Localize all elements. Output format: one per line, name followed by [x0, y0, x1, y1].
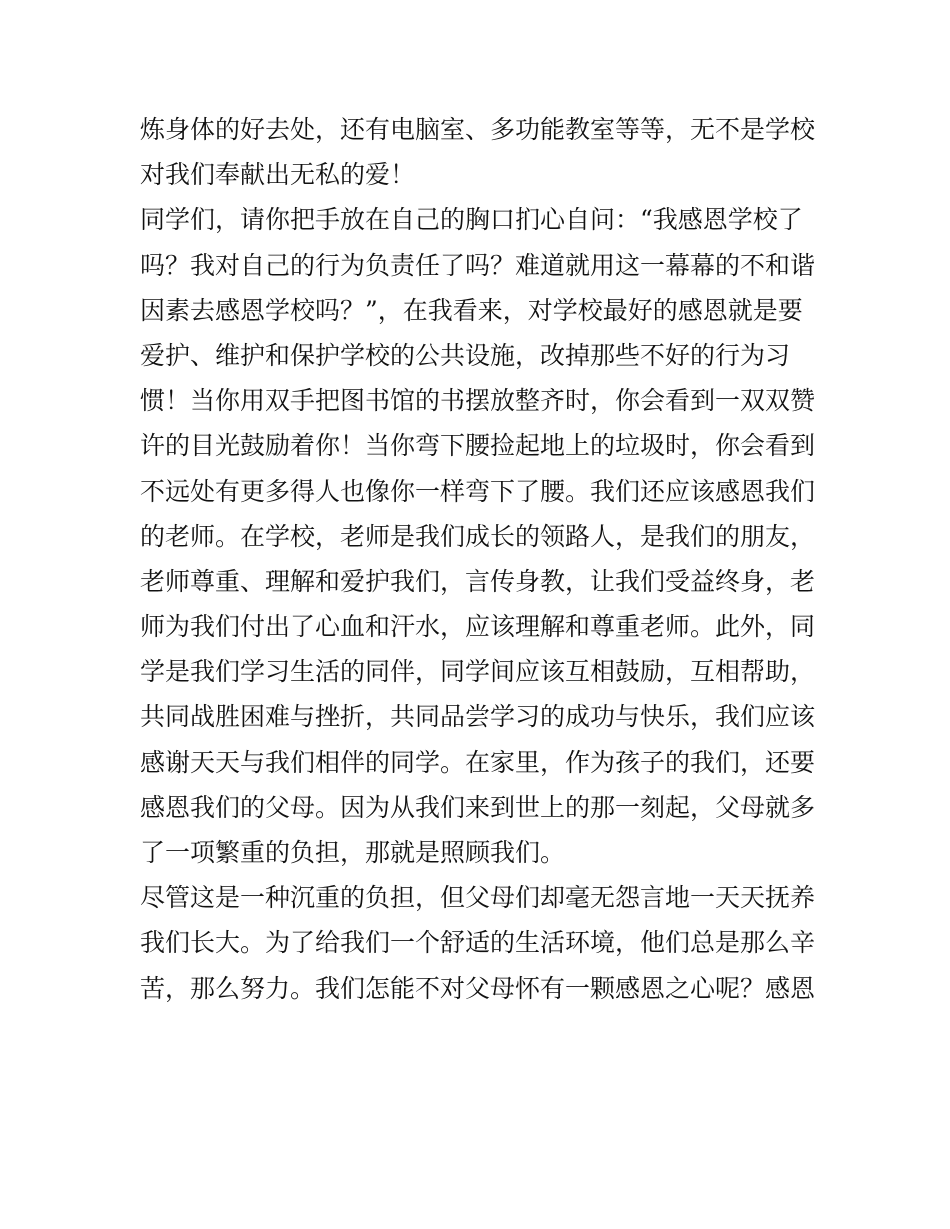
text-line: 学是我们学习生活的同伴，同学间应该互相鼓励，互相帮助， — [140, 657, 816, 687]
text-line: 同学们，请你把手放在自己的胸口扪心自问：“我感恩学校了 — [140, 205, 803, 235]
text-line: 老师尊重、理解和爱护我们，言传身教，让我们受益终身，老 — [140, 566, 816, 596]
text-line: 炼身体的好去处，还有电脑室、多功能教室等等，无不是学校 — [140, 115, 816, 144]
text-line: 不远处有更多得人也像你一样弯下了腰。我们还应该感恩我们 — [140, 476, 816, 506]
text-line: 感恩我们的父母。因为从我们来到世上的那一刻起，父母就多 — [140, 792, 816, 822]
text-line: 我们长大。为了给我们一个舒适的生活环境，他们总是那么辛 — [140, 928, 816, 958]
body-text — [140, 107, 820, 1011]
text-line: 师为我们付出了心血和汗水，应该理解和尊重老师。此外，同 — [140, 612, 816, 642]
text-line: 吗？我对自己的行为负责任了吗？难道就用这一幕幕的不和谐 — [140, 250, 816, 280]
text-line: 的老师。在学校，老师是我们成长的领路人，是我们的朋友， — [140, 521, 816, 551]
text-line: 尽管这是一种沉重的负担，但父母们却毫无怨言地一天天抚养 — [140, 883, 816, 913]
text-line: 爱护、维护和保护学校的公共设施，改掉那些不好的行为习 — [140, 340, 791, 370]
text-line: 感谢天天与我们相伴的同学。在家里，作为孩子的我们，还要 — [140, 747, 816, 777]
text-line: 惯！当你用双手把图书馆的书摆放整齐时，你会看到一双双赞 — [140, 386, 816, 416]
text-line: 苦，那么努力。我们怎能不对父母怀有一颗感恩之心呢？感恩 — [140, 973, 816, 1003]
text-line: 了一项繁重的负担，那就是照顾我们。 — [140, 838, 566, 867]
text-line: 共同战胜困难与挫折，共同品尝学习的成功与快乐，我们应该 — [140, 702, 816, 732]
text-line: 因素去感恩学校吗？”，在我看来，对学校最好的感恩就是要 — [140, 295, 803, 325]
text-line: 对我们奉献出无私的爱！ — [140, 160, 416, 190]
text-line: 许的目光鼓励着你！当你弯下腰捡起地上的垃圾时，你会看到 — [140, 431, 816, 461]
